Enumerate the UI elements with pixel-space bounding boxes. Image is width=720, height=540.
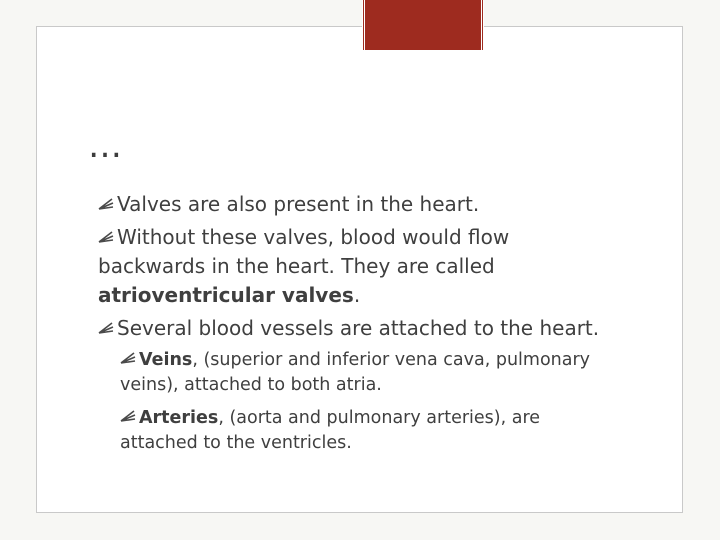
bullet-item bbox=[98, 314, 658, 343]
bold-term: Veins bbox=[139, 350, 193, 370]
bold-term: atrioventricular valves bbox=[98, 283, 354, 307]
bullet-text: Without these valves, blood would flow backwards in the heart. They are called bbox=[98, 225, 510, 278]
bold-term: Arteries bbox=[139, 408, 219, 428]
bullet-text: Valves are also present in the heart. bbox=[117, 192, 480, 216]
sub-bullet-item bbox=[120, 406, 620, 456]
bullet-item bbox=[98, 190, 658, 219]
bullet-text: Several blood vessels are attached to the heart. bbox=[117, 316, 600, 340]
bullet-item bbox=[98, 223, 548, 310]
sub-bullet-text: , (superior and inferior vena cava, pulmonary veins), attached to both atria. bbox=[120, 350, 591, 395]
fan-bullet-icon bbox=[120, 409, 136, 423]
slide-title: … bbox=[88, 126, 124, 166]
sub-bullet-item bbox=[120, 348, 620, 398]
sub-bullet-text: , (aorta and pulmonary arteries), are attached to the ventricles. bbox=[120, 408, 541, 453]
fan-bullet-icon bbox=[98, 321, 114, 335]
fan-bullet-icon bbox=[98, 197, 114, 211]
fan-bullet-icon bbox=[98, 230, 114, 244]
fan-bullet-icon bbox=[120, 351, 136, 365]
bullet-text-end: . bbox=[353, 283, 361, 307]
